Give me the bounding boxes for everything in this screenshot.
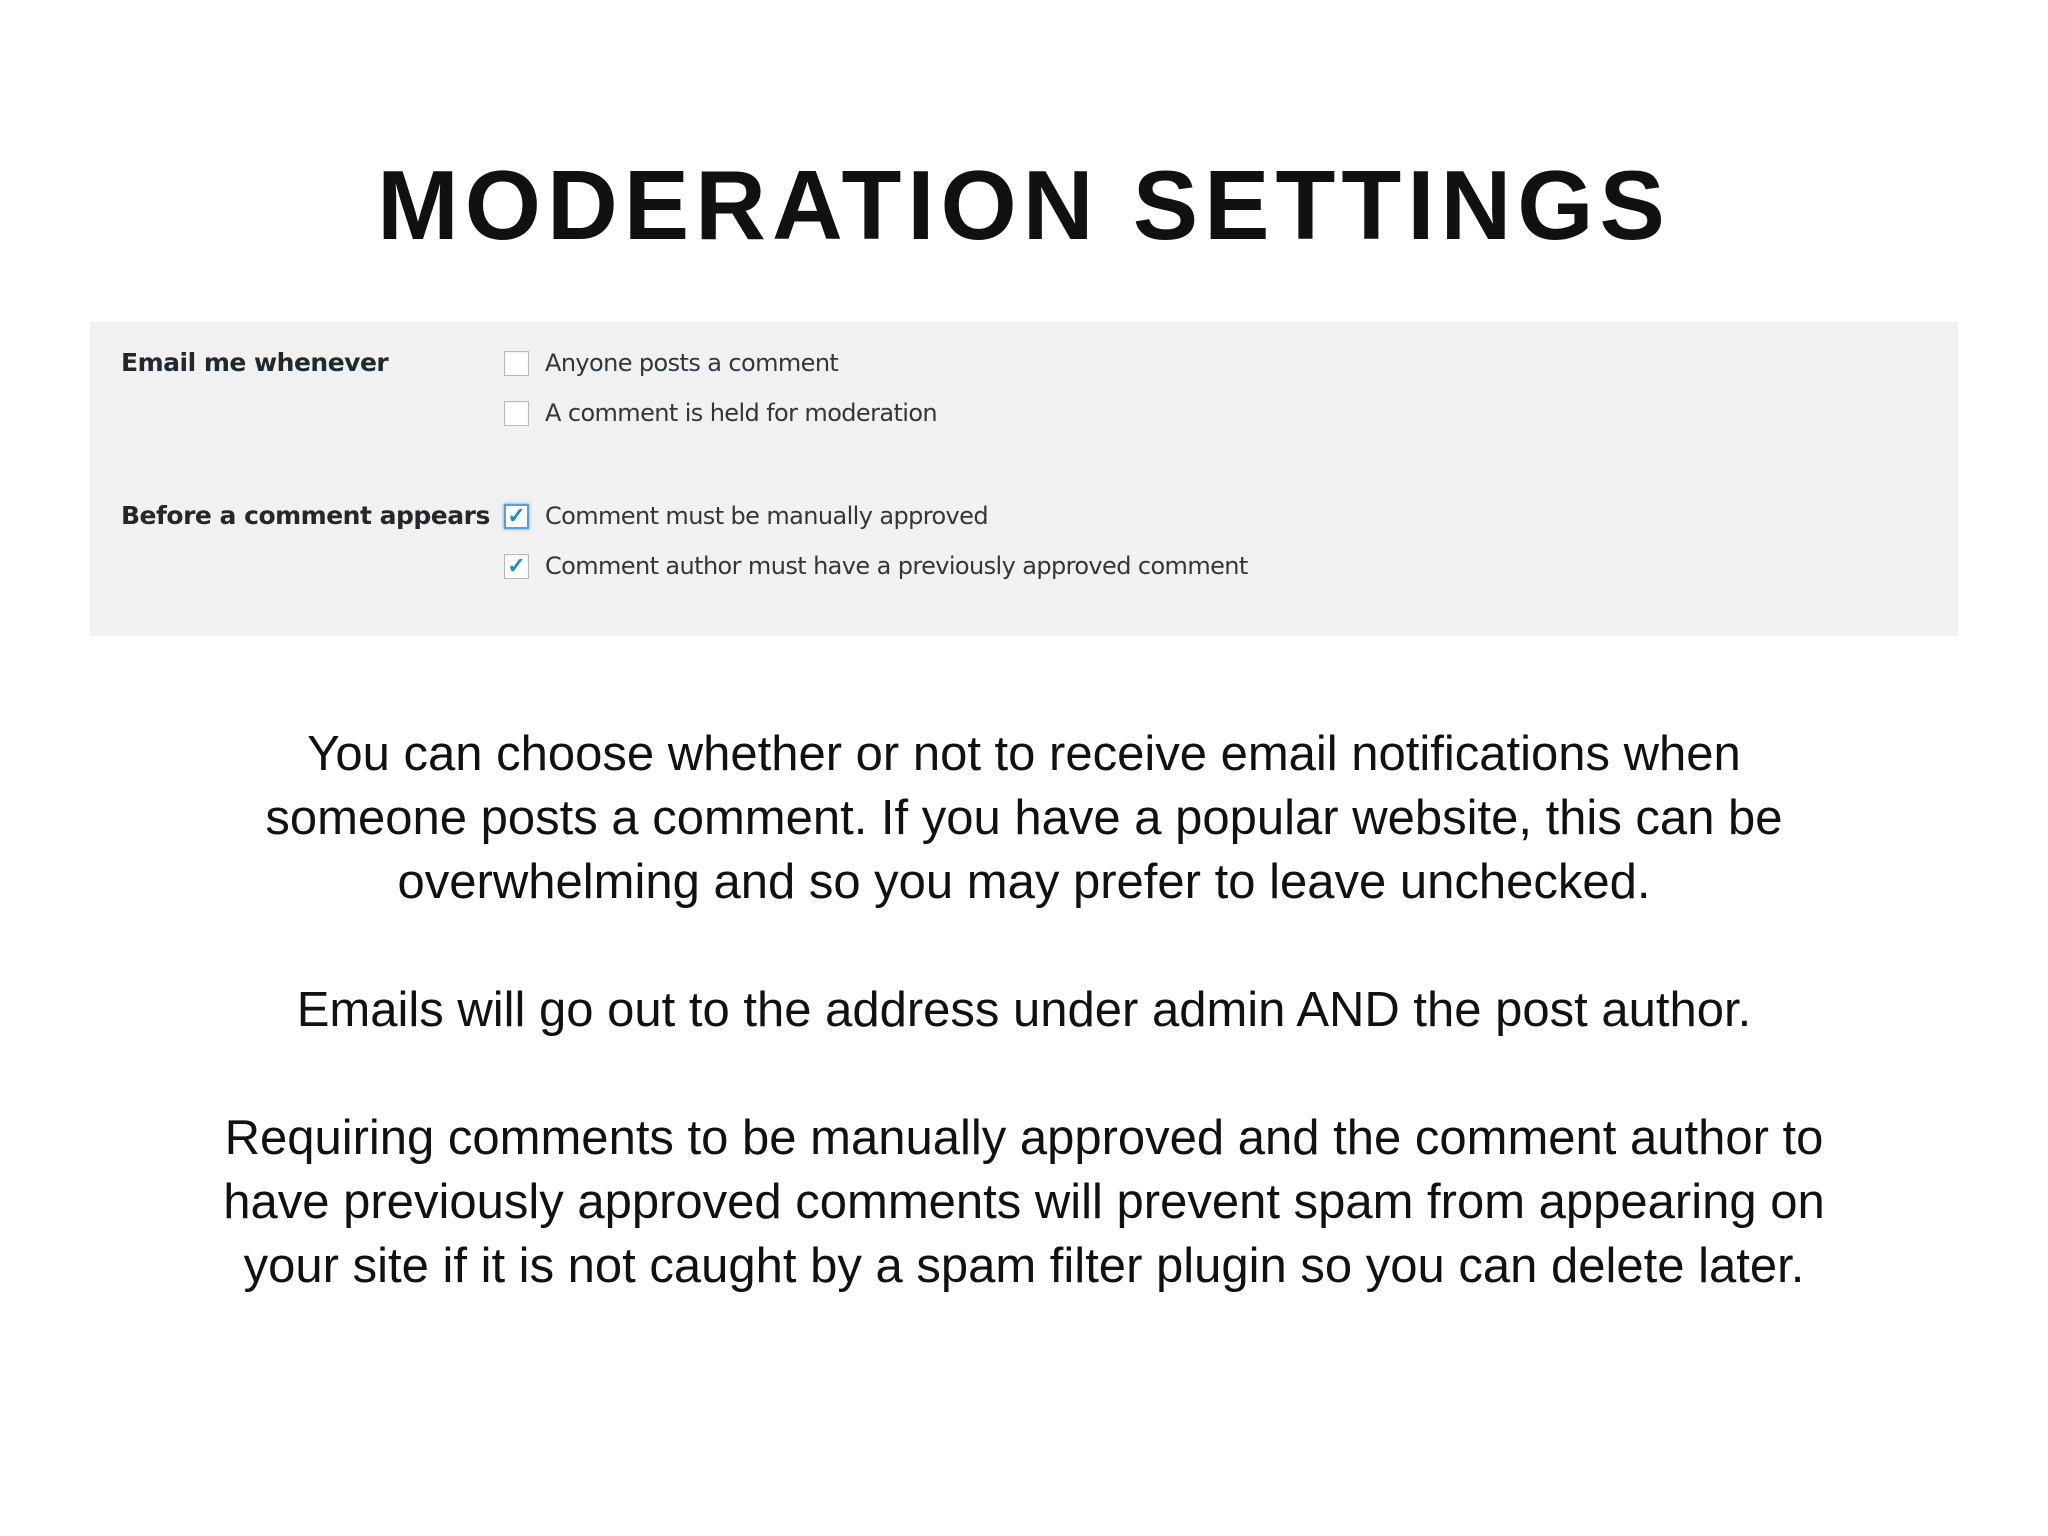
checkbox-manually-approved[interactable]: [504, 504, 529, 529]
check-icon: ✓: [507, 503, 526, 528]
text-line: someone posts a comment. If you have a popular website, this can be: [265, 791, 1783, 845]
check-icon: ✓: [507, 553, 526, 578]
option-label: A comment is held for moderation: [545, 399, 938, 427]
option-held-for-moderation[interactable]: [504, 398, 937, 428]
page-title: MODERATION SETTINGS: [377, 150, 1671, 260]
moderation-settings-panel: [90, 322, 1958, 636]
option-previously-approved[interactable]: [504, 551, 1248, 581]
text-line: Requiring comments to be manually approved and the comment author to: [224, 1111, 1824, 1165]
text-line: your site if it is not caught by a spam filter plugin so you can delete later.: [243, 1239, 1805, 1293]
option-manually-approved[interactable]: [504, 501, 988, 531]
paragraph-email-notifications: [0, 722, 2048, 914]
checkbox-previously-approved[interactable]: [504, 554, 529, 579]
text-line: Emails will go out to the address under admin AND the post author.: [296, 983, 1752, 1037]
checkbox-anyone-posts[interactable]: [504, 351, 529, 376]
checkbox-held-for-moderation[interactable]: [504, 401, 529, 426]
option-anyone-posts[interactable]: [504, 348, 838, 378]
paragraph-spam-prevention: [0, 1106, 2048, 1298]
option-label: Comment must be manually approved: [545, 502, 988, 530]
before-comment-appears-label: Before a comment appears: [121, 501, 490, 530]
option-label: Comment author must have a previously approved comment: [545, 552, 1248, 580]
paragraph-email-recipients: [0, 978, 2048, 1042]
text-line: overwhelming and so you may prefer to leave unchecked.: [397, 855, 1651, 909]
text-line: have previously approved comments will prevent spam from appearing on: [223, 1175, 1825, 1229]
option-label: Anyone posts a comment: [545, 349, 839, 377]
email-me-whenever-label: Email me whenever: [121, 348, 389, 377]
text-line: You can choose whether or not to receive email notifications when: [307, 727, 1741, 781]
